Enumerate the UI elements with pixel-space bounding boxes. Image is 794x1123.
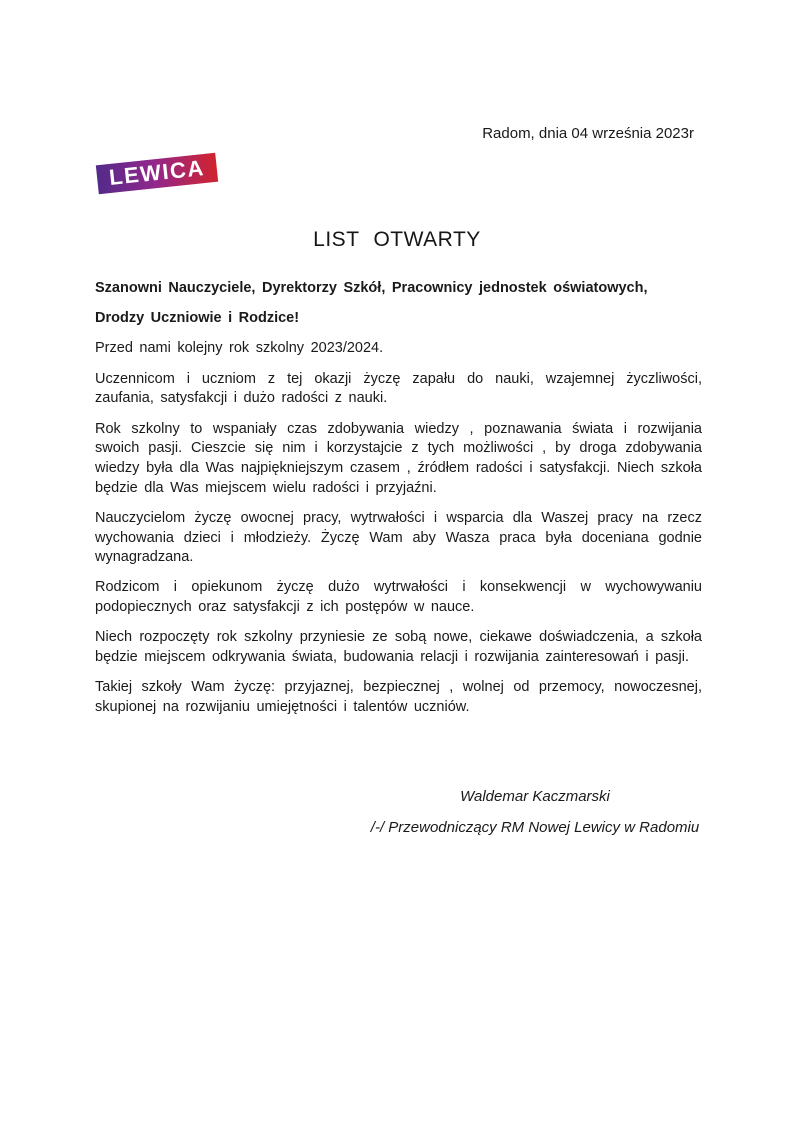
salutation-line-2: Drodzy Uczniowie i Rodzice! xyxy=(95,310,300,327)
paragraph-6: Niech rozpoczęty rok szkolny przyniesie ze sobą nowe, ciekawe doświadczenia, a szkoła będzie miejscem odkrywania świata, budowania relacji i rozwijania zainteresowań i pasji. xyxy=(95,629,702,666)
letter-title: LIST OTWARTY xyxy=(313,228,481,251)
paragraph-3: Rok szkolny to wspaniały czas zdobywania wiedzy , poznawania świata i rozwijania swoich pasji. Cieszcie się nim i korzystajcie z tych możliwości , by droga zdobywania wiedzy była dla Was najpiękniejszym czasem , źródłem radości i satysfakcji. Niech szkoła będzie dla Was miejscem wielu radości i przyjaźni. xyxy=(95,420,702,496)
paragraph-2: Uczennicom i uczniom z tej okazji życzę zapału do nauki, wzajemnej życzliwości, zaufania, satysfakcji i dużo radości z nauki. xyxy=(95,370,702,407)
lewica-logo-text: LEWICA xyxy=(107,155,206,190)
paragraph-5: Rodzicom i opiekunom życzę dużo wytrwałości i konsekwencji w wychowywaniu podopiecznych oraz satysfakcji z ich postępów w nauce. xyxy=(95,579,702,616)
paragraph-1: Przed nami kolejny rok szkolny 2023/2024. xyxy=(95,340,384,357)
salutation-line-1: Szanowni Nauczyciele, Dyrektorzy Szkół, Pracownicy jednostek oświatowych, xyxy=(95,280,648,296)
date-line: Radom, dnia 04 września 2023r xyxy=(482,125,694,142)
letter-body xyxy=(95,279,702,728)
lewica-logo xyxy=(96,153,218,194)
signature-block xyxy=(370,787,700,837)
paragraph-4: Nauczycielom życzę owocnej pracy, wytrwałości i wsparcia dla Waszej pracy na rzecz wychowania dzieci i młodzieży. Życzę Wam aby Wasza praca była doceniana godnie wynagradzana. xyxy=(95,509,702,566)
signature-role: /-/ Przewodniczący RM Nowej Lewicy w Radomiu xyxy=(370,818,700,836)
paragraph-7: Takiej szkoły Wam życzę: przyjaznej, bezpiecznej , wolnej od przemocy, nowoczesnej, skupionej na rozwijaniu umiejętności i talentów uczniów. xyxy=(95,679,702,715)
signature-name: Waldemar Kaczmarski xyxy=(460,788,610,805)
